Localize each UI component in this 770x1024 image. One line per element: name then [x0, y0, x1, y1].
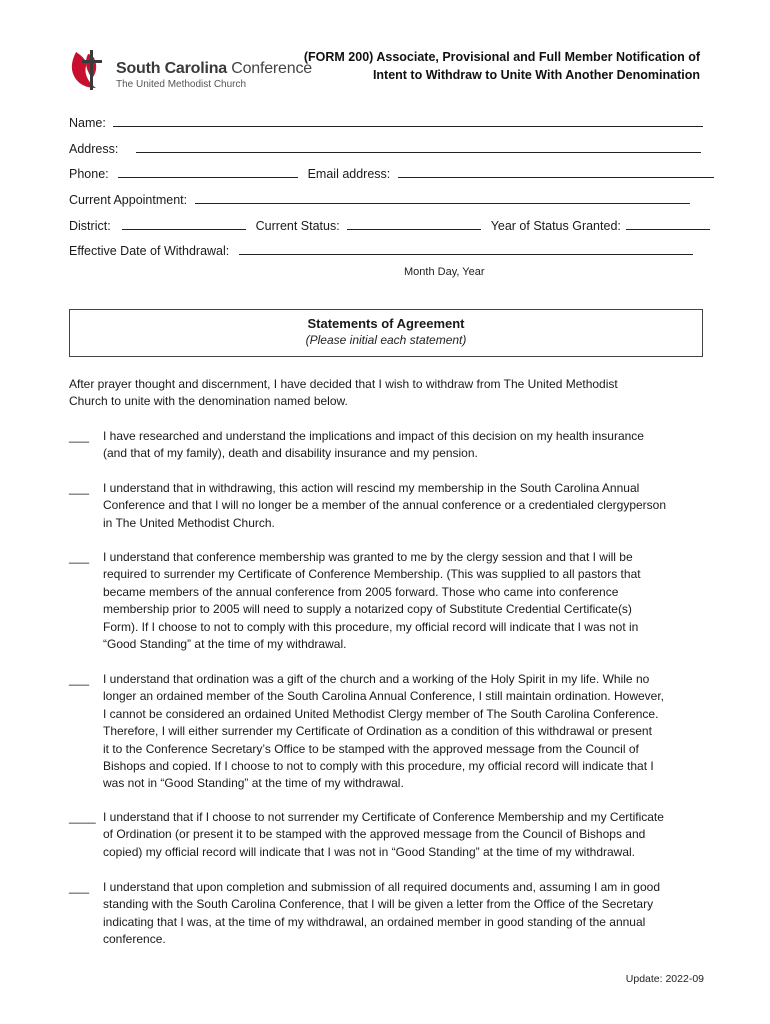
statement-text: [103, 879, 703, 949]
year-field[interactable]: [626, 217, 710, 230]
statement-line: standing with the South Carolina Conference, that I will be given a letter from the Office of the Secretary: [103, 897, 654, 912]
agreement-subtitle: (Please initial each statement): [305, 333, 467, 347]
agreement-box: [69, 309, 703, 357]
statement-line: (and that of my family), death and disability insurance and my pension.: [103, 446, 478, 461]
district-status-row: [69, 217, 710, 233]
logo-name-light: Conference: [231, 60, 312, 77]
phone-label: Phone:: [69, 167, 109, 181]
year-label: Year of Status Granted:: [490, 219, 621, 233]
appointment-label: Current Appointment:: [69, 193, 188, 207]
intro-paragraph: [69, 376, 701, 411]
statement-text: [103, 428, 703, 463]
effective-date-field[interactable]: [239, 242, 693, 255]
statement-text: [103, 549, 703, 653]
update-date: Update: 2022-09: [625, 973, 704, 985]
statement-line: I understand that in withdrawing, this action will rescind my membership in the South Carolina Annual: [103, 481, 640, 495]
statement-line: in The United Methodist Church.: [103, 515, 275, 530]
agreement-title: Statements of Agreement: [307, 316, 465, 331]
name-field-row: [69, 114, 703, 130]
statement-line: “Good Standing” at the time of my withdrawal.: [103, 637, 347, 652]
initial-blank[interactable]: ___: [69, 672, 90, 686]
effective-date-row: [69, 242, 693, 258]
statement-line: required to surrender my Certificate of Conference Membership. (This was supplied to all pastors that: [103, 567, 641, 582]
statement-line: of Ordination (or present it to be stamped with the approved message from the Council of Bishops and: [103, 827, 646, 842]
appointment-field-row: [69, 191, 690, 207]
statement-line: Conference and that I will no longer be a member of the annual conference or a credentialed clergyperson: [103, 498, 667, 513]
phone-email-row: [69, 165, 714, 181]
statement-line: I understand that conference membership was granted to me by the clergy session and that I will be: [103, 550, 633, 564]
address-field[interactable]: [136, 140, 701, 153]
name-field[interactable]: [113, 114, 703, 127]
logo-subtitle: The United Methodist Church: [116, 79, 247, 90]
statement-line: Form). If I choose to not to comply with this procedure, my official record will indicate that I was not in: [103, 619, 639, 634]
initial-blank[interactable]: ___: [69, 550, 90, 564]
conference-logo: [66, 48, 312, 94]
statement-text: [103, 809, 703, 861]
statement-line: indicating that I was, at the time of my withdrawal, an ordained member in good standing of the annual: [103, 914, 646, 929]
initial-blank[interactable]: ___: [69, 481, 90, 495]
email-field[interactable]: [398, 165, 714, 178]
statement-line: I cannot be considered an ordained United Methodist Clergy member of The South Carolina Conference.: [103, 706, 659, 721]
date-format-hint: Month Day, Year: [404, 266, 485, 278]
name-label: Name:: [69, 116, 106, 130]
effective-date-label: Effective Date of Withdrawal:: [69, 244, 230, 258]
statement-line: became members of the annual conference from 2005 forward. Those who came into conference: [103, 584, 619, 599]
statement-line: I have researched and understand the implications and impact of this decision on my health insurance: [103, 429, 644, 443]
phone-field[interactable]: [118, 165, 298, 178]
status-label: Current Status:: [255, 219, 340, 233]
cross-and-flame-icon: [66, 48, 112, 94]
form-title-line-1: (FORM 200) Associate, Provisional and Full Member Notification of: [303, 50, 700, 64]
district-field[interactable]: [122, 217, 246, 230]
logo-name-bold: South Carolina: [116, 60, 227, 77]
form-title-line-2: Intent to Withdraw to Unite With Another Denomination: [372, 68, 700, 82]
intro-line: Church to unite with the denomination named below.: [69, 394, 348, 409]
statement-text: [103, 671, 703, 793]
email-label: Email address:: [307, 167, 391, 181]
intro-line: After prayer thought and discernment, I have decided that I wish to withdraw from The United Methodist: [69, 377, 618, 391]
form-title: [280, 48, 700, 84]
statement-line: Bishops and copied. If I choose to not to comply with this procedure, my official record will indicate that I: [103, 759, 654, 774]
statement-line: membership prior to 2005 will need to supply a notarized copy of Substitute Credential Certificate(s): [103, 602, 632, 617]
address-label: Address:: [69, 142, 119, 156]
district-label: District:: [69, 219, 111, 233]
statement-line: copied) my official record will indicate that I was not in “Good Standing” at the time of my withdrawal.: [103, 844, 636, 859]
statement-line: I understand that upon completion and submission of all required documents and, assuming I am in good: [103, 880, 661, 894]
initial-blank[interactable]: ___: [69, 429, 90, 443]
initial-blank[interactable]: ___: [69, 880, 90, 894]
appointment-field[interactable]: [195, 191, 690, 204]
statement-line: I understand that ordination was a gift of the church and a working of the Holy Spirit in my life. While no: [103, 672, 650, 686]
statement-line: it to the Conference Secretary’s Office to be stamped with the approved message from the Council of: [103, 741, 639, 756]
statement-line: conference.: [103, 932, 166, 947]
statement-line: longer an ordained member of the South Carolina Annual Conference, I still maintain ordination. However,: [103, 689, 664, 704]
statement-text: [103, 480, 703, 532]
address-field-row: [69, 140, 701, 156]
statement-line: Therefore, I will either surrender my Certificate of Ordination as a condition of this withdrawal or present: [103, 724, 652, 739]
statement-line: I understand that if I choose to not surrender my Certificate of Conference Membership and my Certificate: [103, 810, 664, 824]
initial-blank[interactable]: ____: [69, 810, 96, 824]
statement-line: was not in “Good Standing” at the time of my withdrawal.: [103, 776, 404, 791]
status-field[interactable]: [347, 217, 481, 230]
